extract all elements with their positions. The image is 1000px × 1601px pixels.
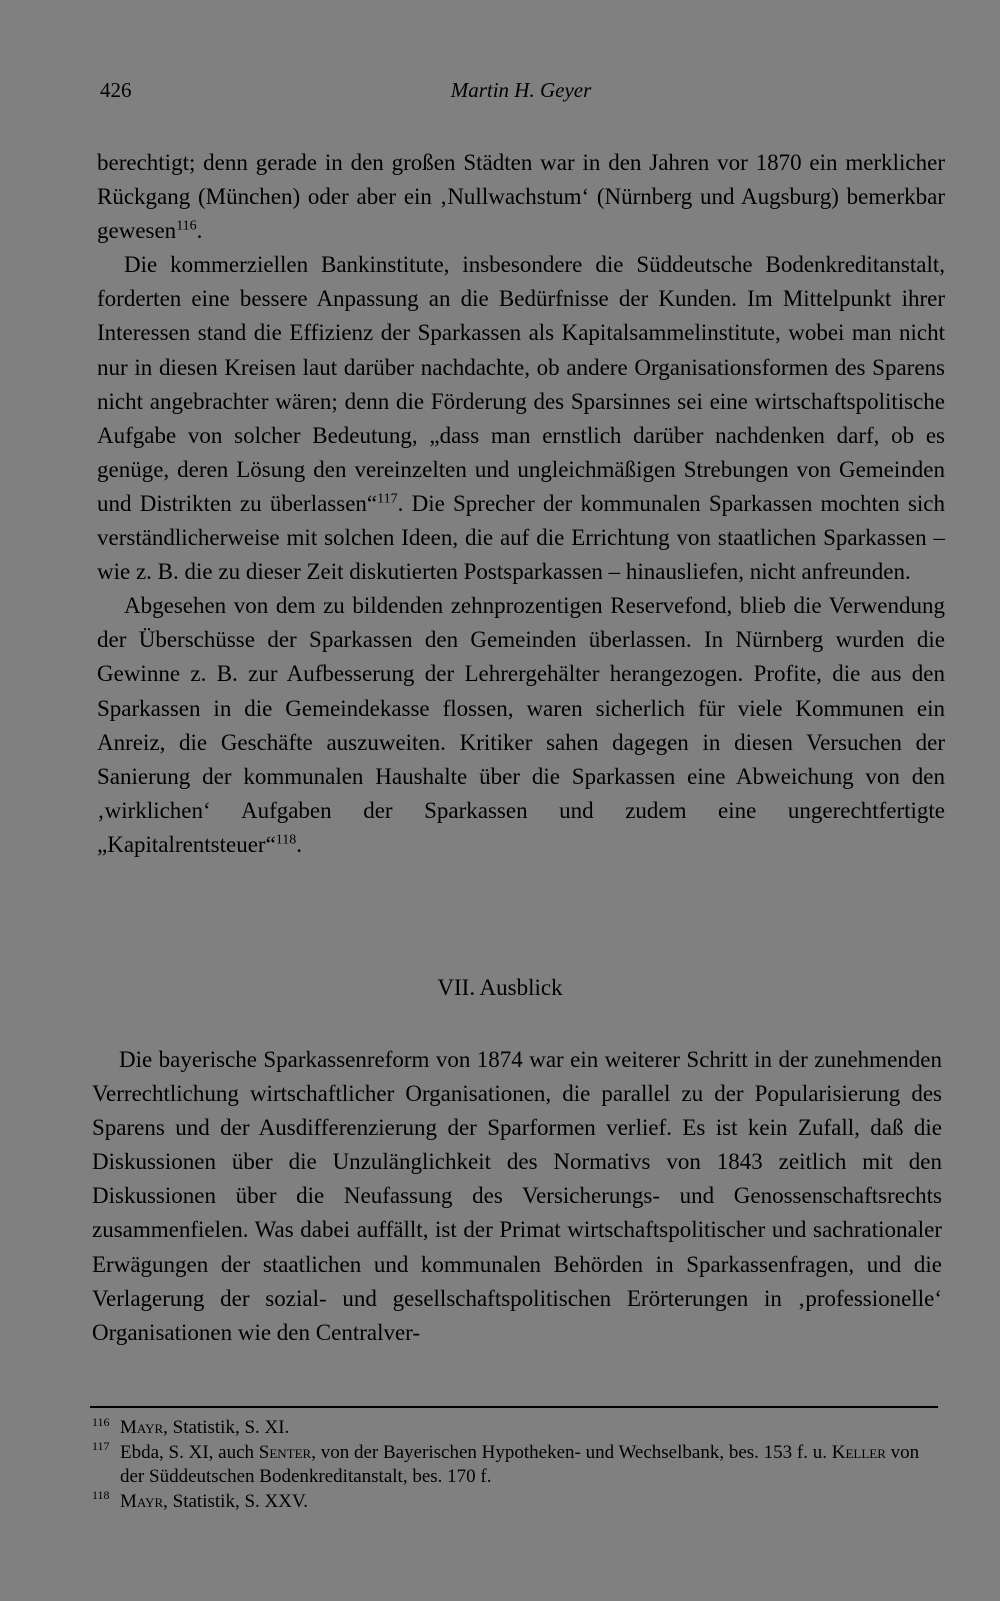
footnote-text-mid: , von der Bayerischen Hypotheken- und Wechselbank, bes. 153 f. u. [311, 1441, 832, 1463]
footnote-author: Mayr [120, 1417, 164, 1438]
paragraph-3 [97, 589, 945, 862]
paragraph-2 [97, 248, 945, 589]
footnote-text: , Statistik, S. XI. [163, 1417, 290, 1438]
footnote-text: , Statistik, S. XXV. [163, 1490, 308, 1512]
paragraph-1 [97, 146, 945, 248]
footnote-ref-117: 117 [377, 491, 398, 507]
paragraph-2-text: Die kommerziellen Bankinstitute, insbesondere die Süddeutsche Bodenkreditanstalt, forderten eine bessere Anpassung an die Bedürfnisse der Kunden. Im Mittelpunkt ihrer Interessen stand die Effizienz der Sparkassen als Kapitalsammelinstitute, wobei man nicht nur in diesen Kreisen laut darüber nachdachte, ob andere Organisationsformen des Sparens nicht angebrachter wären; denn die Förderung des Sparsinnes sei eine wirtschaftspolitische Aufgabe von solcher Bedeutung, „dass man ernstlich darüber nachdenken darf, ob es genüge, deren Lösung den vereinzelten und ungleichmäßigen Strebungen von Gemeinden und Distrikten zu überlassen“ [97, 252, 945, 516]
section-ausblick-text [92, 1043, 942, 1350]
paragraph-1-tail: . [196, 218, 203, 244]
paragraph-3-text: Abgesehen von dem zu bildenden zehnprozentigen Reservefond, blieb die Verwendung der Überschüsse der Sparkassen den Gemeinden überlassen. In Nürnberg wurden die Gewinne z. B. zur Aufbesserung der Lehrergehälter herangezogen. Profite, die aus den Sparkassen in die Gemeindekasse flossen, waren sicherlich für viele Kommunen ein Anreiz, die Geschäfte auszuweiten. Kritiker sahen dagegen in diesen Versuchen der Sanierung der kommunalen Haushalte über die Sparkassen eine Abweichung von den ‚wirklichen‘ Aufgaben der Sparkassen und zudem eine ungerechtfertigte „Kapitalrentsteuer“ [97, 593, 945, 857]
footnotes [92, 1416, 942, 1514]
footnote-ref-116: 116 [176, 218, 197, 234]
page-header [100, 78, 942, 108]
footnote-118: 118 Mayr, Statistik, S. XXV. [92, 1488, 308, 1512]
paragraph-1-text: berechtigt; denn gerade in den großen Städten war in den Jahren vor 1870 ein merklicher Rückgang (München) oder aber ein ‚Nullwachstum‘ (Nürnberg und Augsburg) bemerkbar gewesen [97, 150, 945, 244]
paragraph-3-tail: . [296, 831, 303, 857]
section-heading: VII. Ausblick [437, 975, 563, 1000]
footnote-117: 117 Ebda, S. XI, auch Senter, von der Bayerischen Hypotheken- und Wechselbank, bes. 153 f. u. Keller von der Süddeutschen Bodenkreditanstalt, bes. 170 f. [92, 1439, 920, 1487]
page-number: 426 [100, 78, 132, 102]
section-body-text [97, 146, 945, 862]
footnote-divider [90, 1406, 938, 1408]
paragraph-ausblick: Die bayerische Sparkassenreform von 1874 war ein weiterer Schritt in der zunehmenden Verrechtlichung wirtschaftlicher Organisationen, die parallel zu der Popularisierung des Sparens und der Ausdifferenzierung der Sparformen verlief. Es ist kein Zufall, daß die Diskussionen über die Unzulänglichkeit des Normativs von 1843 zeitlich mit den Diskussionen über die Neufassung des Versicherungs- und Genossenschaftsrechts zusammenfielen. Was dabei auffällt, ist der Primat wirtschaftspolitischer und sachrationaler Erwägungen der staatlichen und kommunalen Behörden in Sparkassenfragen, und die Verlagerung der sozial- und gesellschaftspolitischen Erörterungen in ‚professionelle‘ Organisationen wie den Centralver- [92, 1047, 942, 1345]
footnote-116: 116 Mayr, Statistik, S. XI. [92, 1414, 290, 1438]
footnote-ref-118: 118 [275, 832, 297, 848]
running-head: Martin H. Geyer [450, 78, 592, 102]
footnote-author: Senter [258, 1441, 312, 1463]
footnote-author: Mayr [120, 1490, 164, 1512]
footnote-text: von der Süddeutschen Bodenkreditanstalt, bes. 170 f. [120, 1441, 920, 1487]
footnote-text-pre: Ebda, S. XI, auch [120, 1441, 259, 1463]
footnote-author-2: Keller [831, 1441, 886, 1463]
paragraph-2-tail: . Die Sprecher der kommunalen Sparkassen mochten sich verständlicherweise mit solchen Ideen, die auf die Errichtung von staatlichen Sparkassen – wie z. B. die zu dieser Zeit diskutierten Postsparkassen – hinausliefen, nicht anfreunden. [97, 490, 946, 585]
